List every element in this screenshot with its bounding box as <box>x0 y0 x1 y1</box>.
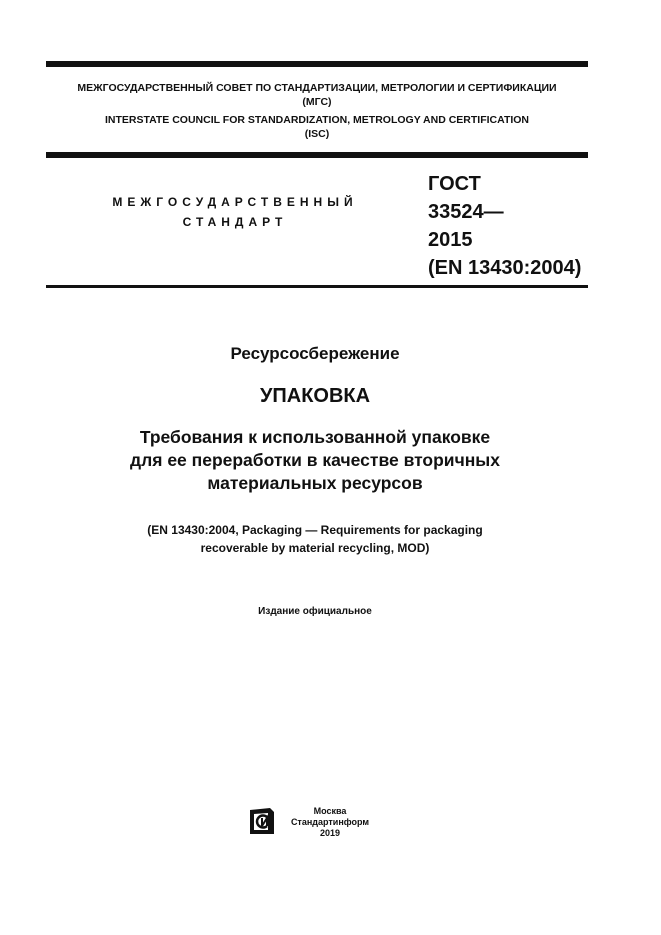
council-ru-abbr: (МГС) <box>302 96 332 108</box>
standard-type <box>100 192 370 232</box>
english-title <box>0 521 630 557</box>
council-en-name: INTERSTATE COUNCIL FOR STANDARDIZATION, METROLOGY AND CERTIFICATION <box>104 114 530 126</box>
council-en <box>46 113 588 141</box>
publisher <box>290 806 370 839</box>
publisher-city: Москва <box>313 806 347 816</box>
subtitle <box>0 426 630 495</box>
gost-year: 2015 <box>428 229 473 251</box>
council-en-abbr: (ISC) <box>304 128 330 140</box>
subtitle-line2: для ее переработки в качестве вторичных <box>130 450 500 470</box>
publisher-name: Стандартинформ <box>290 817 370 827</box>
category-title: Ресурсосбережение <box>230 344 400 363</box>
subtitle-line3: материальных ресурсов <box>207 473 423 493</box>
standard-designation <box>428 170 581 282</box>
publisher-year: 2019 <box>319 828 341 838</box>
english-title-line2: recoverable by material recycling, MOD) <box>200 541 430 555</box>
middle-rule <box>46 152 588 158</box>
standartinform-logo <box>248 806 276 836</box>
top-rule <box>46 61 588 67</box>
council-ru-name: МЕЖГОСУДАРСТВЕННЫЙ СОВЕТ ПО СТАНДАРТИЗАЦИИ, МЕТРОЛОГИИ И СЕРТИФИКАЦИИ <box>77 82 557 94</box>
standard-type-line2: СТАНДАРТ <box>182 215 288 229</box>
subtitle-line1: Требования к использованной упаковке <box>139 427 491 447</box>
council-ru <box>46 81 588 109</box>
gost-label: ГОСТ <box>428 173 481 195</box>
gost-number: 33524— <box>428 201 504 223</box>
edition-label: Издание официальное <box>258 606 372 617</box>
english-title-line1: (EN 13430:2004, Packaging — Requirements for packaging <box>147 523 483 537</box>
main-title: УПАКОВКА <box>259 385 371 407</box>
bottom-rule <box>46 285 588 288</box>
standard-type-line1: МЕЖГОСУДАРСТВЕННЫЙ <box>112 195 358 209</box>
en-reference: (EN 13430:2004) <box>428 257 582 279</box>
